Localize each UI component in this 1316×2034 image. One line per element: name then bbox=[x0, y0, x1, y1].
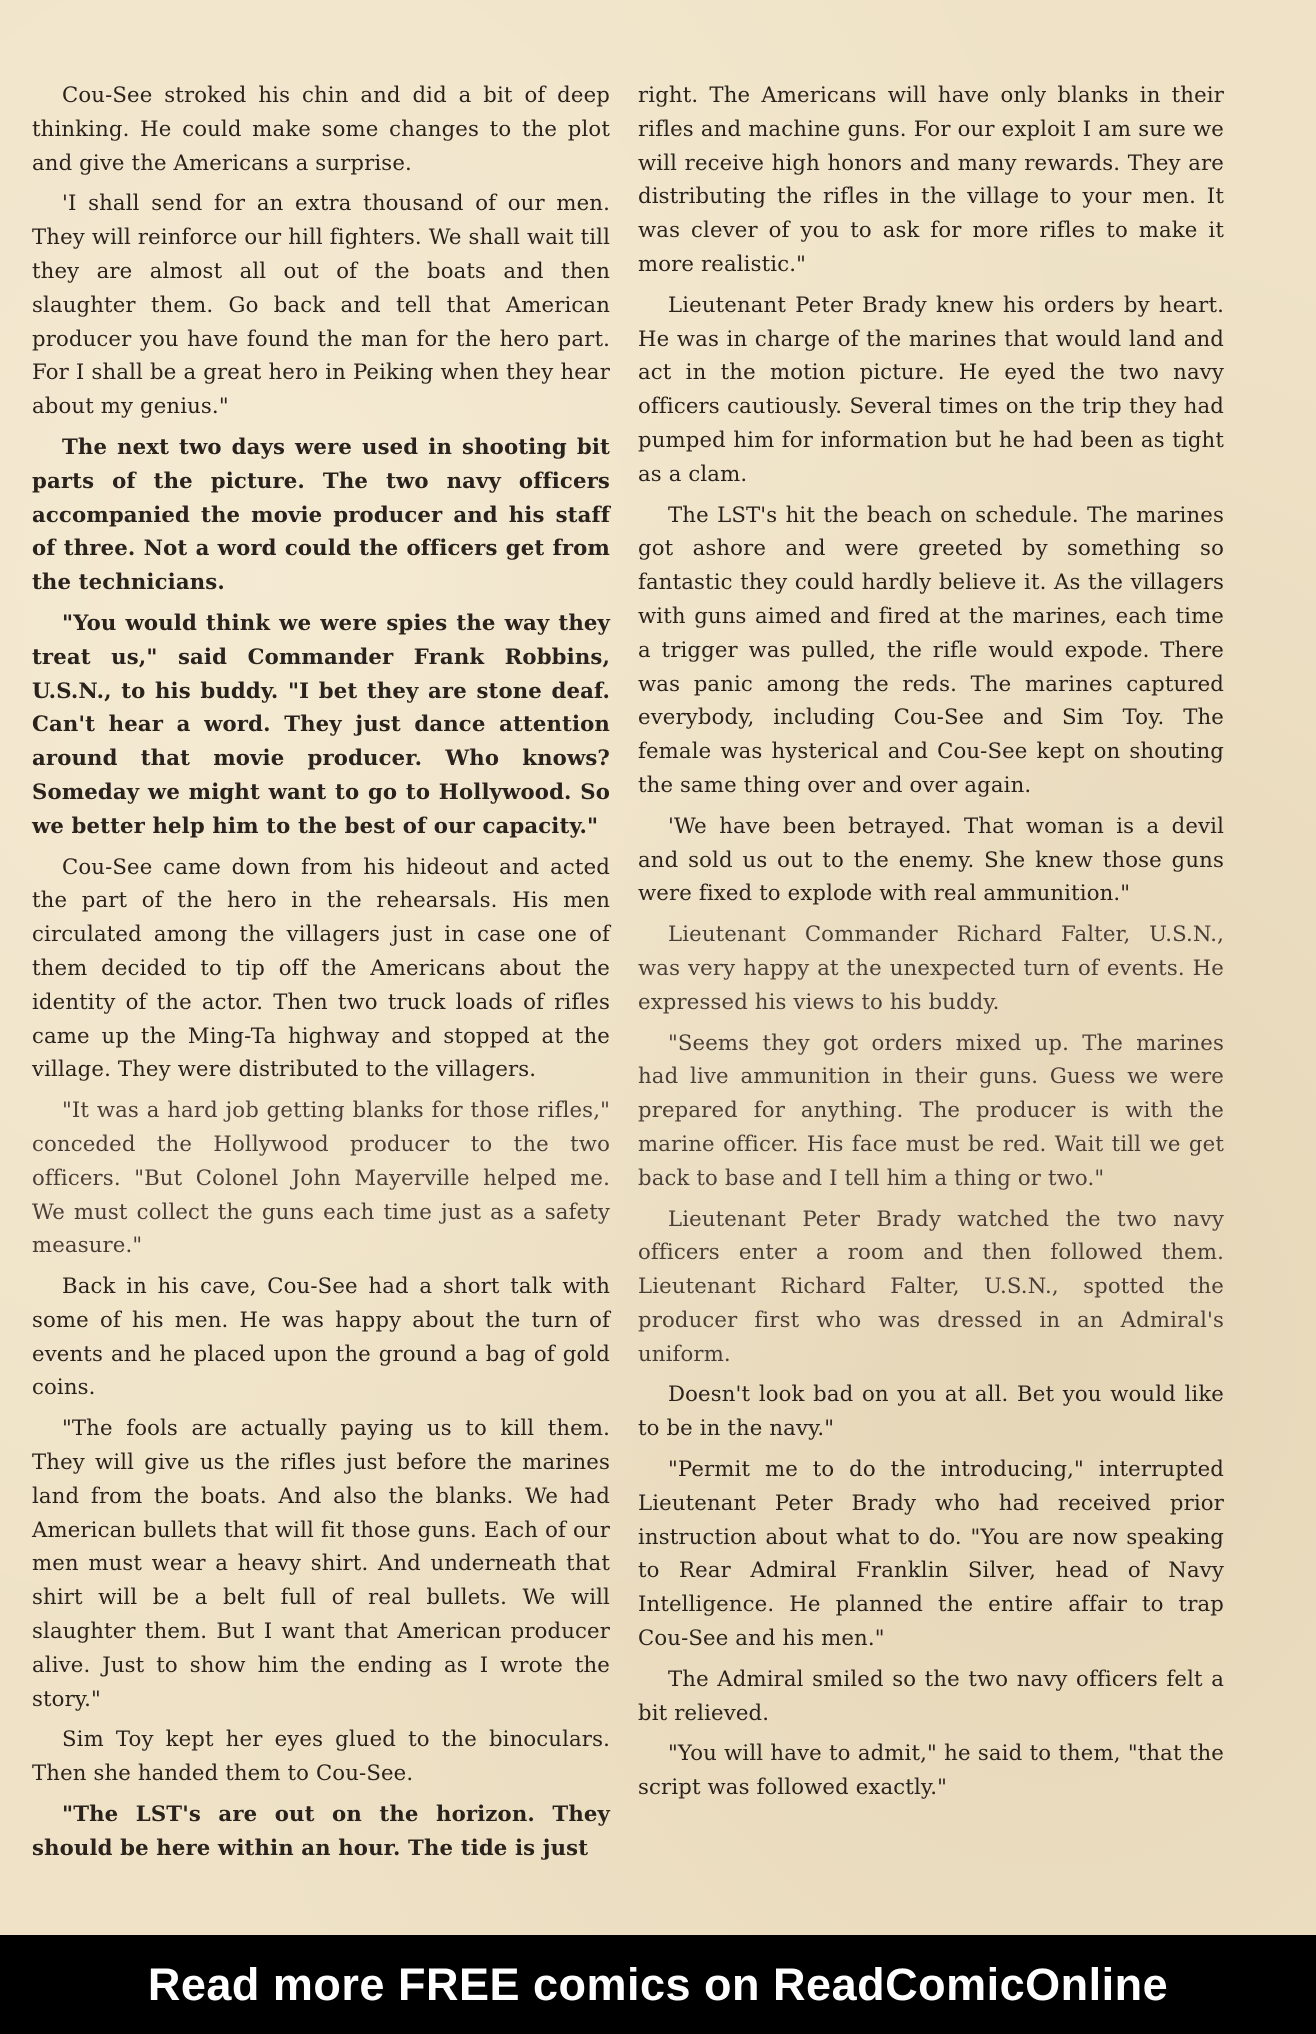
paragraph: Cou-See stroked his chin and did a bit of deep thinking. He could make some changes to the plot and give the Americans a surprise. bbox=[32, 82, 610, 175]
paragraph: "The fools are actually paying us to kill them. They will give us the rifles just before the marines land from the boats. And also the blanks. We had American bullets that will fit those guns. Each of our men must wear a heavy shirt. And underneath that shirt will be a belt full of real bullets. We will slaughter them. But I want that American producer alive. Just to show him the ending as I wrote the story." bbox=[32, 1415, 610, 1711]
paragraph: Doesn't look bad on you at all. Bet you would like to be in the navy." bbox=[638, 1381, 1224, 1441]
paragraph: "The LST's are out on the horizon. They should be here within an hour. The tide is just bbox=[32, 1801, 610, 1860]
paragraph: "Seems they got orders mixed up. The marines had live ammunition in their guns. Guess we were prepared for anything. The producer is with the marine officer. His face must be red. Wait till we get back to base and I tell him a thing or two." bbox=[638, 1029, 1224, 1190]
left-text-column bbox=[32, 78, 610, 1872]
promo-footer-banner bbox=[0, 1935, 1316, 2034]
paragraph: The LST's hit the beach on schedule. The marines got ashore and were greeted by something so fantastic they could hardly believe it. As the villagers with guns aimed and fired at the marines, each time a trigger was pulled, the rifle would expode. There was panic among the reds. The marines captured everybody, including Cou-See and Sim Toy. The female was hysterical and Cou-See kept on shouting the same thing over and over again. bbox=[638, 501, 1224, 797]
paragraph: "You would think we were spies the way they treat us," said Commander Frank Robbins, U.S.N., to his buddy. "I bet they are stone deaf. Can't hear a word. They just dance attention around that movie producer. Who knows? Someday we might want to go to Hollywood. So we better help him to the best of our capacity." bbox=[32, 609, 610, 838]
right-text-column bbox=[638, 78, 1224, 1811]
paragraph: Back in his cave, Cou-See had a short talk with some of his men. He was happy about the turn of events and he placed upon the ground a bag of gold coins. bbox=[32, 1273, 610, 1400]
paragraph: 'We have been betrayed. That woman is a devil and sold us out to the enemy. She knew those guns were fixed to explode with real ammunition." bbox=[638, 812, 1224, 906]
paragraph: 'I shall send for an extra thousand of our men. They will reinforce our hill fighters. We shall wait till they are almost all out of the boats and then slaughter them. Go back and tell that American producer you have found the man for the hero part. For I shall be a great hero in Peiking when they hear about my genius." bbox=[32, 190, 610, 419]
paragraph: Cou-See came down from his hideout and acted the part of the hero in the rehearsals. His men circulated among the villagers just in case one of them decided to tip off the Americans about the identity of the actor. Then two truck loads of rifles came up the Ming-Ta highway and stopped at the village. They were distributed to the villagers. bbox=[32, 853, 610, 1082]
paragraph: Sim Toy kept her eyes glued to the binoculars. Then she handed them to Cou-See. bbox=[32, 1726, 610, 1786]
paragraph: "You will have to admit," he said to them, "that the script was followed exactly." bbox=[638, 1740, 1224, 1800]
paragraph: "Permit me to do the introducing," interrupted Lieutenant Peter Brady who had received prior instruction about what to do. "You are now speaking to Rear Admiral Franklin Silver, head of Navy Intelligence. He planned the entire affair to trap Cou-See and his men." bbox=[638, 1456, 1224, 1651]
promo-footer-text[interactable]: Read more FREE comics on ReadComicOnline bbox=[147, 1958, 1169, 2010]
paragraph: The Admiral smiled so the two navy officers felt a bit relieved. bbox=[638, 1665, 1224, 1725]
paragraph: Lieutenant Peter Brady watched the two navy officers enter a room and then followed them. Lieutenant Richard Falter, U.S.N., spotted the producer first who was dressed in an Admiral's uniform. bbox=[638, 1205, 1224, 1366]
paragraph: Lieutenant Peter Brady knew his orders by heart. He was in charge of the marines that would land and act in the motion picture. He eyed the two navy officers cautiously. Several times on the trip they had pumped him for information but he had been as tight as a clam. bbox=[638, 291, 1224, 486]
paragraph: Lieutenant Commander Richard Falter, U.S.N., was very happy at the unexpected turn of events. He expressed his views to his buddy. bbox=[638, 921, 1224, 1014]
paragraph: The next two days were used in shooting bit parts of the picture. The two navy officers accompanied the movie producer and his staff of three. Not a word could the officers get from the technicians. bbox=[32, 433, 610, 595]
paragraph: "It was a hard job getting blanks for those rifles," conceded the Hollywood producer to the two officers. "But Colonel John Mayerville helped me. We must collect the guns each time just as a safety measure." bbox=[32, 1097, 610, 1258]
paragraph: right. The Americans will have only blanks in their rifles and machine guns. For our exploit I am sure we will receive high honors and many rewards. They are distributing the rifles in the village to your men. It was clever of you to ask for more rifles to make it more realistic." bbox=[638, 82, 1224, 276]
